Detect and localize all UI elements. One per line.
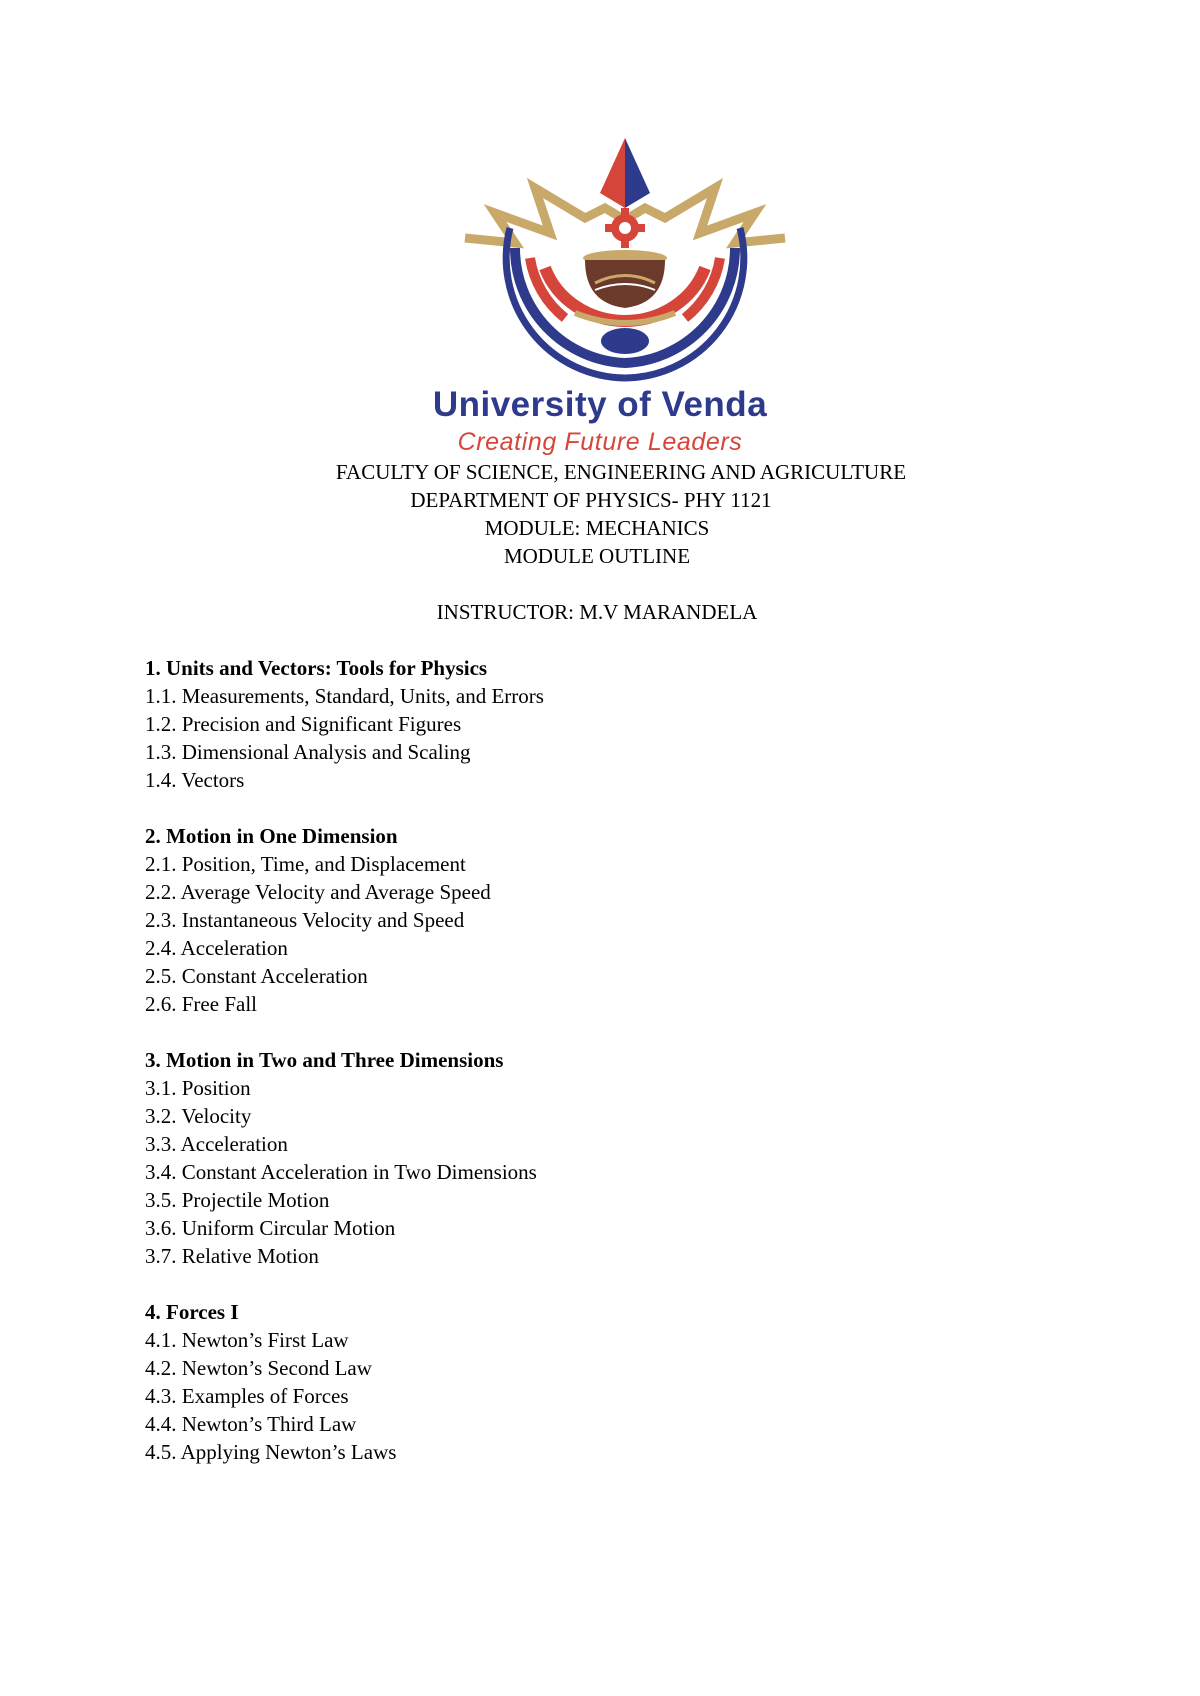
list-item: 2.4. Acceleration: [145, 936, 288, 960]
module-outline: [145, 654, 544, 1494]
section-motion-two-three-dimensions: [145, 1046, 544, 1270]
list-item: 3.3. Acceleration: [145, 1132, 288, 1156]
section-motion-one-dimension: [145, 822, 544, 1018]
list-item: 2.3. Instantaneous Velocity and Speed: [145, 908, 465, 932]
faculty-title: FACULTY OF SCIENCE, ENGINEERING AND AGRICULTURE: [335, 460, 907, 484]
list-item: 3.2. Velocity: [145, 1104, 252, 1128]
section-title: 3. Motion in Two and Three Dimensions: [145, 1048, 504, 1072]
list-item: 1.1. Measurements, Standard, Units, and Errors: [145, 684, 544, 708]
university-name: University of Venda: [432, 385, 768, 424]
list-item: 1.2. Precision and Significant Figures: [145, 712, 462, 736]
list-item: 2.5. Constant Acceleration: [145, 964, 368, 988]
university-tagline: Creating Future Leaders: [457, 428, 743, 456]
list-item: 3.4. Constant Acceleration in Two Dimensions: [145, 1160, 537, 1184]
list-item: 4.5. Applying Newton’s Laws: [145, 1440, 397, 1464]
list-item: 4.2. Newton’s Second Law: [145, 1356, 372, 1380]
list-item: 2.6. Free Fall: [145, 992, 257, 1016]
instructor-line: INSTRUCTOR: M.V MARANDELA: [436, 600, 758, 624]
module-title: MODULE: MECHANICS: [484, 516, 710, 540]
list-item: 1.3. Dimensional Analysis and Scaling: [145, 740, 471, 764]
university-logo: [0, 0, 1200, 460]
department-title: DEPARTMENT OF PHYSICS- PHY 1121: [410, 488, 772, 512]
list-item: 1.4. Vectors: [145, 768, 245, 792]
document-header: [0, 458, 1200, 626]
section-forces-i: [145, 1298, 544, 1466]
section-title: 4. Forces I: [145, 1300, 239, 1324]
list-item: 2.2. Average Velocity and Average Speed: [145, 880, 491, 904]
list-item: 3.1. Position: [145, 1076, 251, 1100]
section-title: 2. Motion in One Dimension: [145, 824, 398, 848]
list-item: 4.1. Newton’s First Law: [145, 1328, 349, 1352]
outline-title: MODULE OUTLINE: [503, 544, 691, 568]
section-title: 1. Units and Vectors: Tools for Physics: [145, 656, 488, 680]
list-item: 4.4. Newton’s Third Law: [145, 1412, 357, 1436]
university-crest-icon: [455, 138, 795, 388]
list-item: 3.5. Projectile Motion: [145, 1188, 330, 1212]
list-item: 3.7. Relative Motion: [145, 1244, 319, 1268]
section-units-vectors: [145, 654, 544, 794]
list-item: 4.3. Examples of Forces: [145, 1384, 349, 1408]
list-item: 3.6. Uniform Circular Motion: [145, 1216, 396, 1240]
list-item: 2.1. Position, Time, and Displacement: [145, 852, 466, 876]
